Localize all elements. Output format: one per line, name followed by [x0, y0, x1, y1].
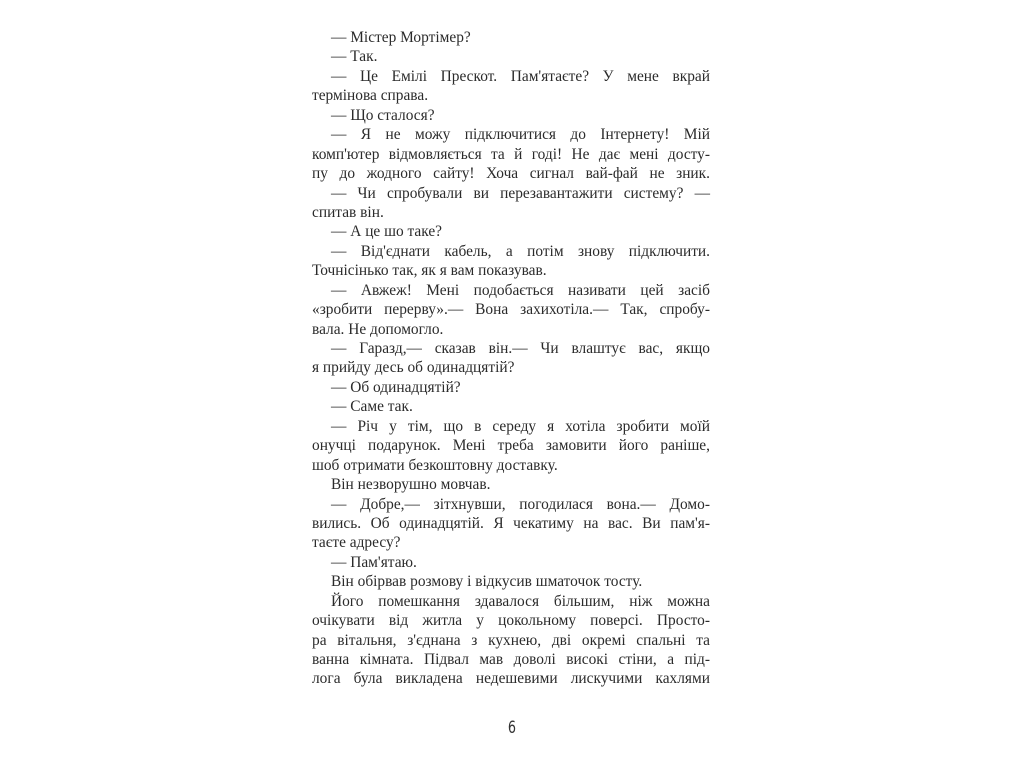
text-line: — Чи спробували ви перезавантажити систему? —	[331, 184, 710, 202]
text-line: Точнісінько так, як я вам показував.	[312, 262, 547, 280]
text-line: — Я не можу підключитися до Інтернету! Мій	[331, 126, 710, 144]
text-line: — Що сталося?	[331, 106, 435, 124]
text-line: — Об одинадцятій?	[331, 378, 461, 396]
text-line: — Так.	[331, 48, 378, 66]
text-line: — Пам'ятаю.	[331, 553, 417, 571]
text-line: лога була викладена недешевими лискучими кахлями	[312, 670, 710, 688]
text-line: — Авжеж! Мені подобається називати цей засіб	[331, 281, 710, 299]
text-line: вала. Не допомогло.	[312, 320, 444, 338]
page-number: 6	[507, 718, 517, 738]
text-line: — Містер Мортімер?	[331, 29, 471, 46]
text-line: спитав він.	[312, 203, 384, 221]
text-line: ра вітальня, з'єднана з кухнею, дві окремі спальні та	[312, 631, 710, 649]
text-line: — Річ у тім, що в середу я хотіла зробити моїй	[331, 417, 710, 435]
text-line: Він незворушно мовчав.	[331, 476, 491, 494]
text-line: шоб отримати безкоштовну доставку.	[312, 456, 558, 474]
text-line: — Добре,— зітхнувши, погодилася вона.— Домо-	[331, 495, 710, 513]
text-line: вились. Об одинадцятій. Я чекатиму на вас. Ви пам'я-	[312, 514, 710, 532]
text-line: Його помешкання здавалося більшим, ніж можна	[331, 592, 710, 610]
text-line: — Гаразд,— сказав він.— Чи влаштує вас, якщо	[331, 340, 710, 357]
text-line: комп'ютер відмовляється та й годі! Не дає мені досту-	[312, 145, 710, 163]
text-line: пу до жодного сайту! Хоча сигнал вай-фай не зник.	[312, 165, 710, 183]
text-line: — Від'єднати кабель, а потім знову підключити.	[331, 242, 710, 260]
text-line: очікувати від житла у цокольному поверсі. Просто-	[312, 612, 710, 630]
text-line: «зробити перерву».— Вона захихотіла.— Так, спробу-	[312, 301, 710, 319]
text-line: онучці подарунок. Мені треба замовити його раніше,	[312, 437, 710, 455]
text-line: я прийду десь об одинадцятій?	[312, 359, 515, 377]
text-line: — Саме так.	[331, 398, 413, 416]
text-line: термінова справа.	[312, 87, 429, 105]
text-line: — А це шо таке?	[331, 223, 443, 241]
body-text	[312, 28, 710, 689]
text-line: ванна кімната. Підвал мав доволі високі стіни, а під-	[312, 651, 710, 668]
text-line: — Це Емілі Прескот. Пам'ятаєте? У мене вкрай	[331, 67, 710, 85]
text-line: таєте адресу?	[312, 534, 401, 552]
text-line: Він обірвав розмову і відкусив шматочок тосту.	[331, 573, 643, 591]
